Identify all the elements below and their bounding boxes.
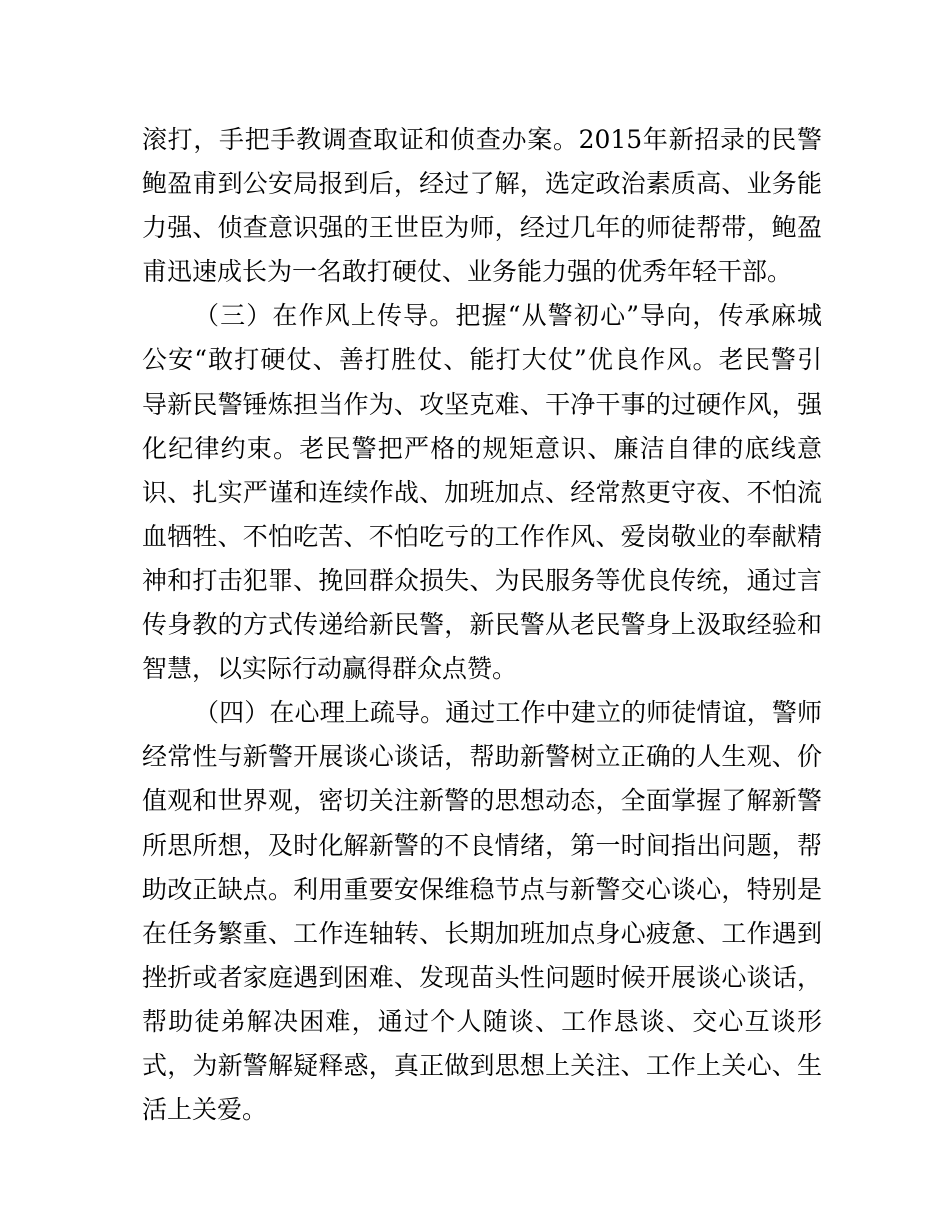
text-line: 挫折或者家庭遇到困难、发现苗头性问题时候开展谈心谈话， bbox=[142, 962, 822, 992]
text-line: 所思所想，及时化解新警的不良情绪，第一时间指出问题，帮 bbox=[142, 830, 822, 860]
text-line: 识、扎实严谨和连续作战、加班加点、经常熬更守夜、不怕流 bbox=[142, 477, 822, 507]
text-line: 滚打，手把手教调查取证和侦查办案。2015年新招录的民警 bbox=[142, 125, 822, 154]
text-line: 公安“敢打硬仗、善打胜仗、能打大仗”优良作风。老民警引 bbox=[142, 345, 822, 375]
section-heading-line: （四）在心理上疏导。通过工作中建立的师徒情谊，警师 bbox=[194, 698, 822, 728]
text-line: 值观和世界观，密切关注新警的思想动态，全面掌握了解新警 bbox=[142, 786, 822, 816]
text-line: 力强、侦查意识强的王世臣为师，经过几年的师徒帮带，鲍盈 bbox=[142, 213, 822, 243]
section-heading-line: （三）在作风上传导。把握“从警初心”导向，传承麻城 bbox=[194, 301, 822, 331]
text-line: 式，为新警解疑释惑，真正做到思想上关注、工作上关心、生 bbox=[142, 1050, 822, 1080]
text-line: 化纪律约束。老民警把严格的规矩意识、廉洁自律的底线意 bbox=[142, 433, 822, 463]
text-line: 甫迅速成长为一名敢打硬仗、业务能力强的优秀年轻干部。 bbox=[142, 257, 793, 287]
text-line: 传身教的方式传递给新民警，新民警从老民警身上汲取经验和 bbox=[142, 610, 822, 640]
text-line: 活上关爱。 bbox=[142, 1095, 268, 1125]
text-line: 导新民警锤炼担当作为、攻坚克难、干净干事的过硬作风，强 bbox=[142, 389, 822, 419]
text-line: 经常性与新警开展谈心谈话，帮助新警树立正确的人生观、价 bbox=[142, 742, 822, 772]
text-line: 鲍盈甫到公安局报到后，经过了解，选定政治素质高、业务能 bbox=[142, 169, 822, 199]
text-line: 帮助徒弟解决困难，通过个人随谈、工作恳谈、交心互谈形 bbox=[142, 1006, 822, 1036]
text-line: 在任务繁重、工作连轴转、长期加班加点身心疲惫、工作遇到 bbox=[142, 918, 822, 948]
body-text bbox=[142, 118, 822, 1132]
text-line: 神和打击犯罪、挽回群众损失、为民服务等优良传统，通过言 bbox=[142, 565, 822, 595]
text-line: 助改正缺点。利用重要安保维稳节点与新警交心谈心，特别是 bbox=[142, 874, 822, 904]
text-line: 智慧，以实际行动赢得群众点赞。 bbox=[142, 654, 518, 684]
text-line: 血牺牲、不怕吃苦、不怕吃亏的工作作风、爱岗敬业的奉献精 bbox=[142, 521, 822, 551]
